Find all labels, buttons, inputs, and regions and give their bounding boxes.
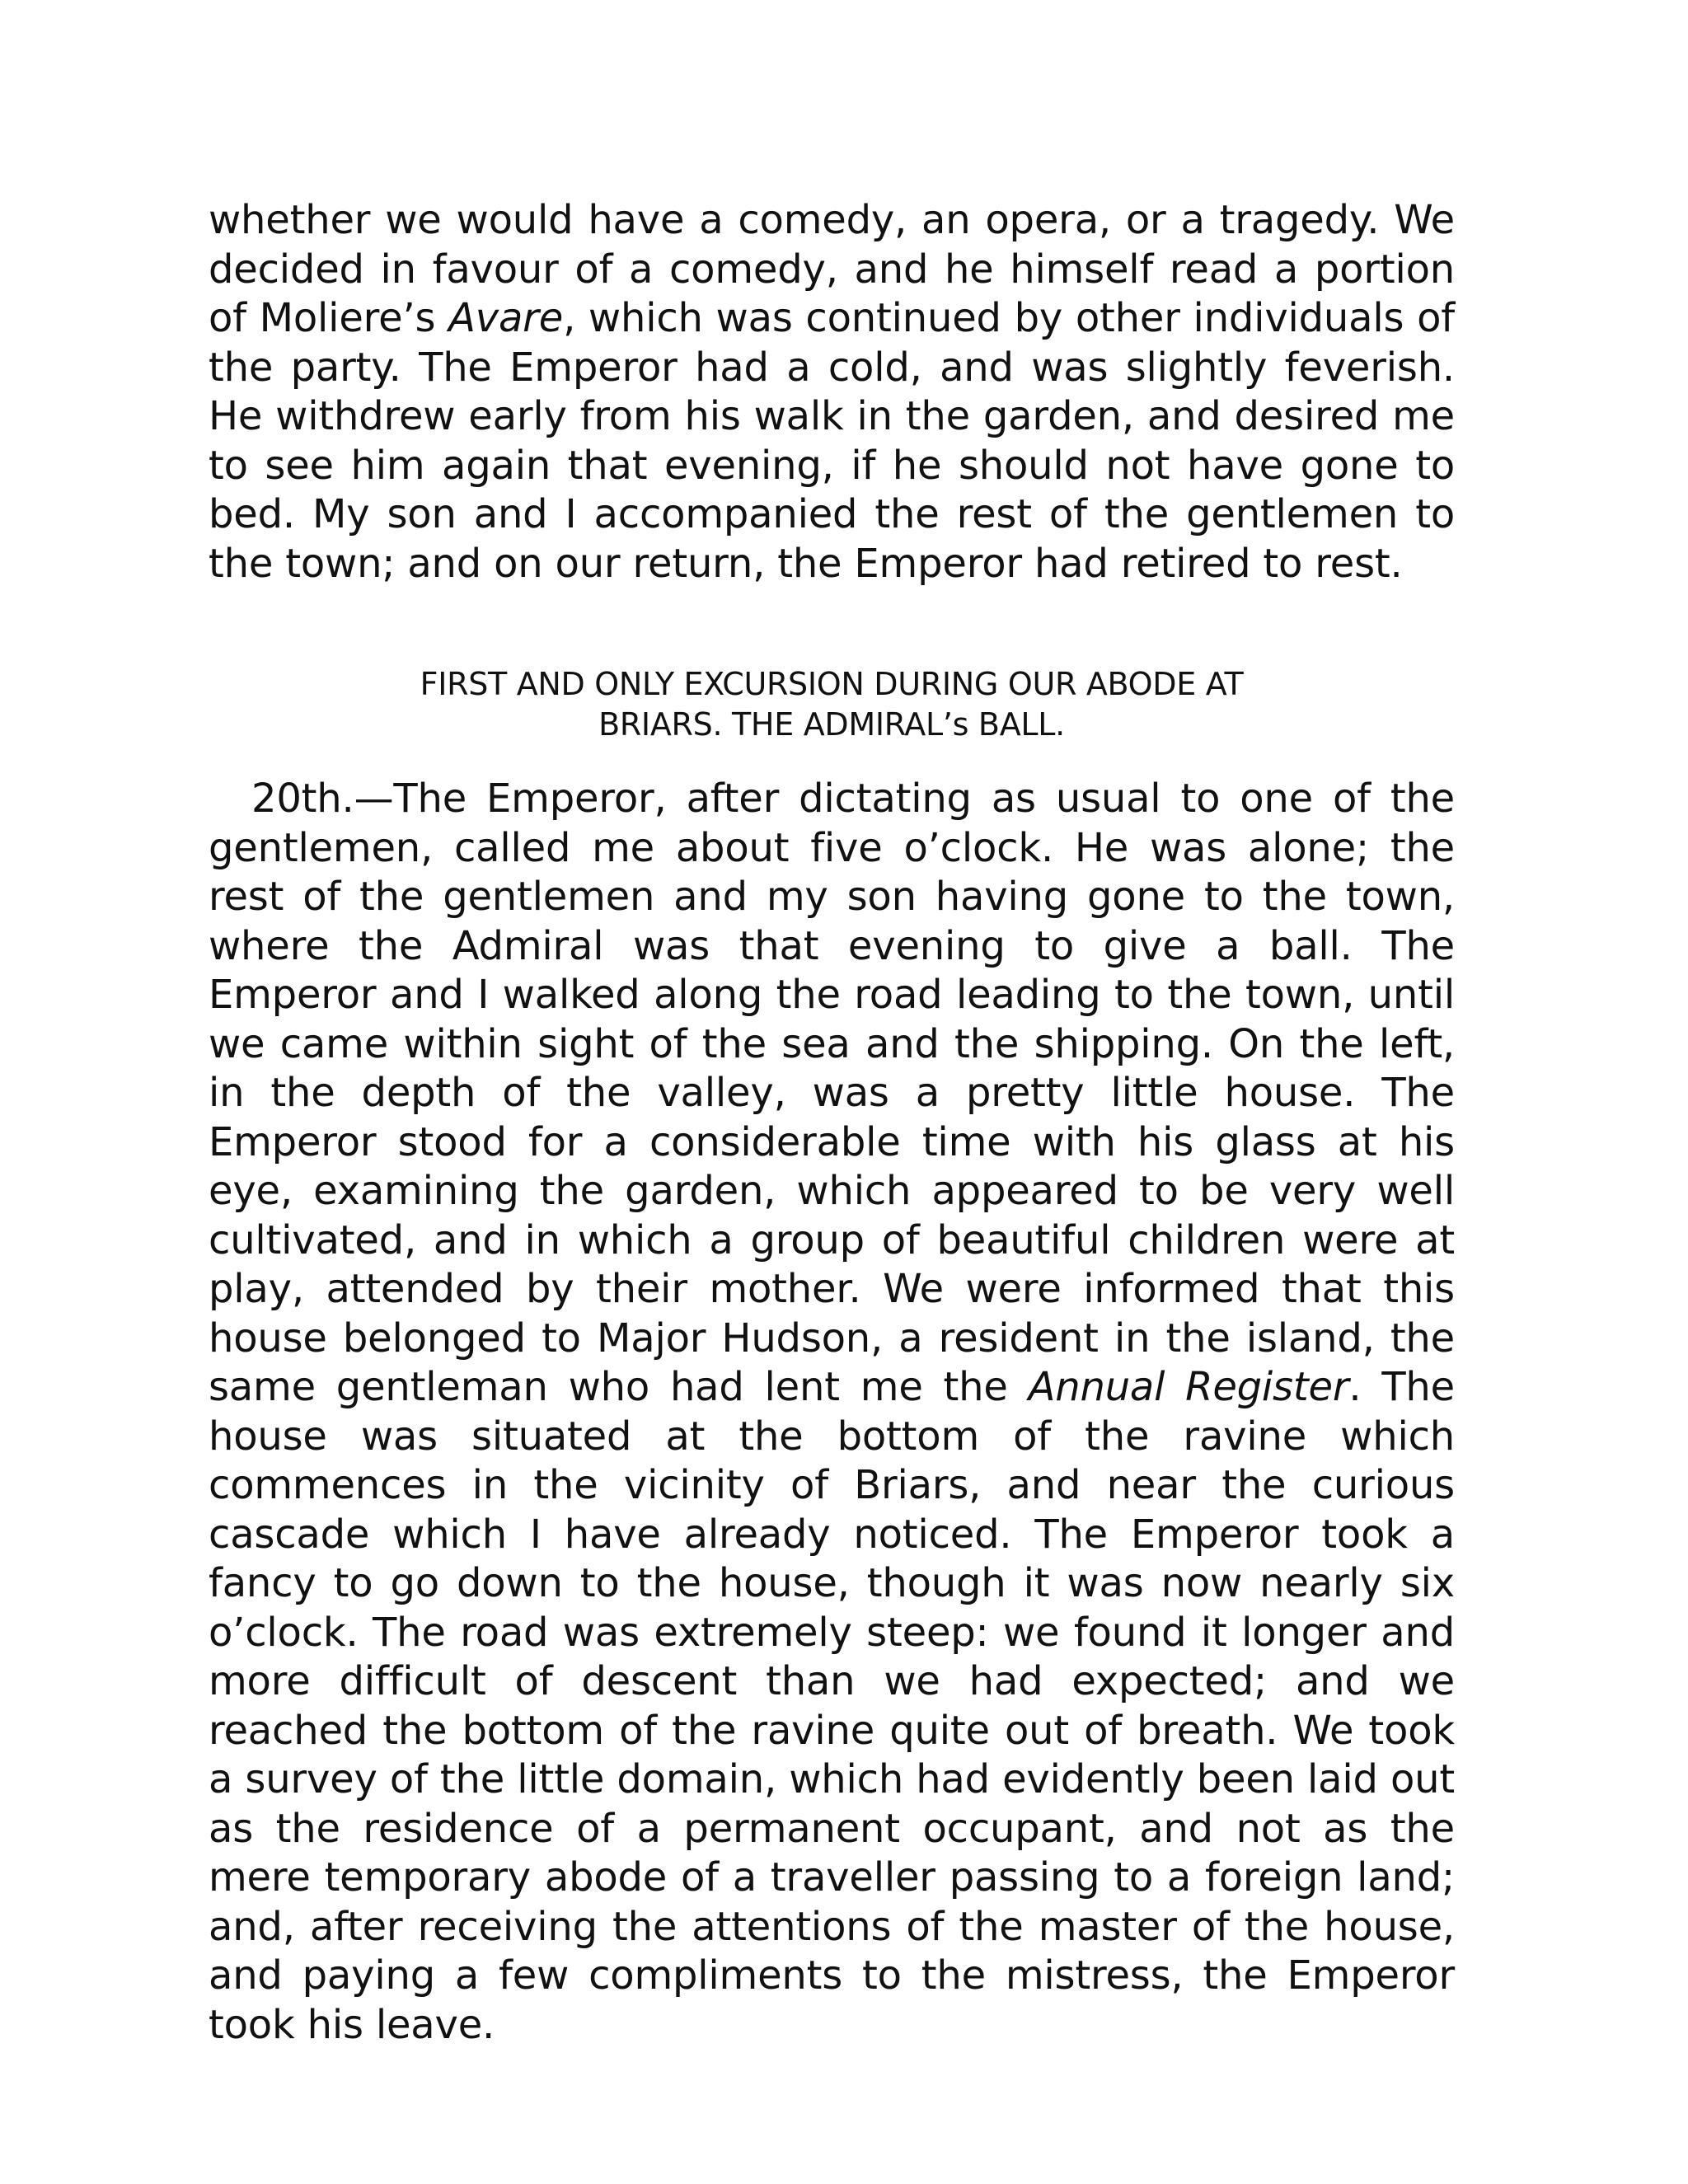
paragraph-opening-text-a: whether we would have a comedy, an opera, or a tragedy. We decided in favour of a comedy, and he himself read a portion of Moliere’s — [209, 197, 1455, 341]
paragraph-opening — [209, 196, 1455, 588]
section-heading-line-1: FIRST AND ONLY EXCURSION DURING OUR ABODE AT — [420, 666, 1244, 702]
paragraph-20th-text-b: . The house was situated at the bottom of the ravine which commences in the vicinity of Briars, and near the curious cascade which I have already noticed. The Emperor took a fancy to go down to the house, though it was now nearly six o’clock. The road was extremely steep: we found it longer and more difficult of descent than we had expected; and we reached the bottom of the ravine quite out of breath. We took a survey of the little domain, which had evidently been laid out as the residence of a permanent occupant, and not as the mere temporary abode of a traveller passing to a foreign land; and, after receiving the attentions of the master of the house, and paying a few compliments to the mistress, the Emperor took his leave. — [209, 1364, 1455, 2048]
paragraph-opening-text-b: , which was continued by other individuals of the party. The Emperor had a cold, and was slightly feverish. He withdrew early from his walk in the garden, and desired me to see him again that evening, if he should not have gone to bed. My son and I accompanied the rest of the gentlemen to the town; and on our return, the Emperor had retired to rest. — [209, 295, 1455, 587]
section-heading-line-2: BRIARS. THE ADMIRAL’s BALL. — [598, 706, 1065, 743]
document-page — [209, 196, 1455, 2050]
paragraph-20th-text-a: 20th.—The Emperor, after dictating as usual to one of the gentlemen, called me about five o’clock. He was alone; the rest of the gentlemen and my son having gone to the town, where the Admiral was that evening to give a ball. The Emperor and I walked along the road leading to the town, until we came within sight of the sea and the shipping. On the left, in the depth of the valley, was a pretty little house. The Emperor stood for a considerable time with his glass at his eye, examining the garden, which appeared to be very well cultivated, and in which a group of beautiful children were at play, attended by their mother. We were informed that this house belonged to Major Hudson, a resident in the island, the same gentleman who had lent me the — [209, 776, 1455, 1410]
book-title-avare: Avare — [448, 295, 564, 341]
paragraph-20th — [209, 775, 1455, 2050]
section-heading — [209, 664, 1455, 745]
book-title-annual-register: Annual Register — [1028, 1364, 1349, 1410]
